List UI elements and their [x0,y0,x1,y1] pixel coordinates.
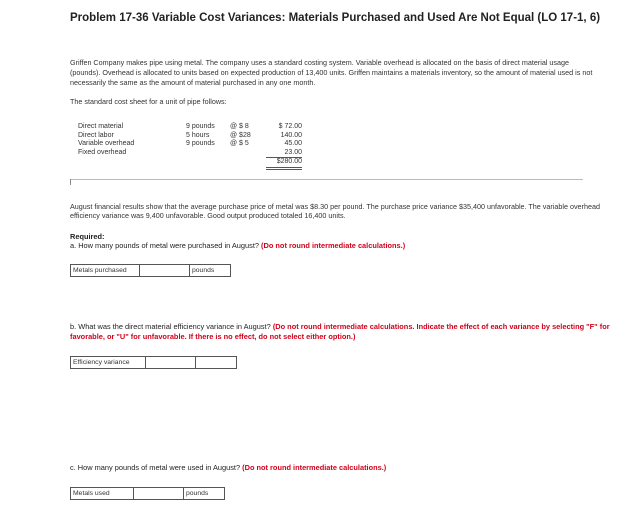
metals-used-input[interactable] [133,487,184,500]
section-divider [70,179,583,180]
question-b-note: (Do not round intermediate calculations. Indicate the effect of each variance by selecting "F" for favorable, or "U" for unfavorable. If there is no effect, do not select either option.) [70,322,610,341]
standard-cost-sheet [78,123,302,170]
required-label: Required: [70,232,105,241]
cost-rate: @ $28 [230,131,251,139]
cost-item: Direct material [78,123,124,130]
efficiency-variance-input[interactable] [145,356,196,369]
cost-row-direct-labor [78,132,302,141]
metals-purchased-label: Metals purchased [70,264,140,277]
cost-amount: 23.00 [266,149,302,158]
cost-row-fixed-overhead [78,149,302,158]
cost-amount: 140.00 [280,131,302,139]
cost-qty: 9 pounds [186,140,215,147]
cost-rate: @ $ 5 [230,140,249,147]
question-b-text: b. What was the direct material efficiency variance in August? [70,322,271,331]
cost-rate: @ $ 8 [230,123,249,130]
question-b [70,322,610,341]
efficiency-variance-effect-select[interactable] [195,356,237,369]
answer-row-a [70,264,231,277]
cost-qty: 9 pounds [186,123,215,130]
question-a-text: a. How many pounds of metal were purchased in August? [70,241,259,250]
question-c-text: c. How many pounds of metal were used in August? [70,463,241,472]
problem-title: Problem 17-36 Variable Cost Variances: Materials Purchased and Used Are Not Equal (LO 17-1, 6) [70,12,601,24]
cost-qty: 5 hours [186,131,210,139]
cost-item: Direct labor [78,131,114,139]
standard-cost-label: The standard cost sheet for a unit of pipe follows: [70,97,227,106]
answer-row-b [70,356,237,369]
cost-item: Fixed overhead [78,148,127,156]
metals-used-label: Metals used [70,487,134,500]
cost-rate [230,149,266,158]
question-c-note: (Do not round intermediate calculations.) [242,463,387,472]
divider-tick [70,179,71,185]
metals-purchased-unit: pounds [189,264,231,277]
august-results-text: August financial results show that the average purchase price of metal was $8.30 per pound. The purchase price variance $35,400 unfavorable. The variable overhead efficiency variance was 9,400 unfavorable. Good output produced totaled 16,400 units. [70,202,600,220]
answer-row-c [70,487,225,500]
question-a-note: (Do not round intermediate calculations.) [261,241,406,250]
cost-qty [186,149,230,158]
cost-row-total [78,158,302,169]
cost-total: $280.00 [266,158,302,169]
cost-amount: $ 72.00 [278,123,302,130]
cost-amount: 45.00 [284,140,302,147]
problem-intro: Griffen Company makes pipe using metal. The company uses a standard costing system. Variable overhead is allocated on the basis of direct material usage (pounds). Overhead is allocated to units based on expected production of 13,400 units. Griffen maintains a materials inventory, so the amount of material used is not necessarily the same as the amount of material purchased in any one month. [70,58,593,87]
cost-item: Variable overhead [78,140,135,147]
cost-row-variable-overhead [78,140,302,149]
question-a [70,241,405,250]
question-c [70,463,386,472]
cost-row-direct-material [78,123,302,132]
efficiency-variance-label: Efficiency variance [70,356,146,369]
metals-purchased-input[interactable] [139,264,190,277]
metals-used-unit: pounds [183,487,225,500]
